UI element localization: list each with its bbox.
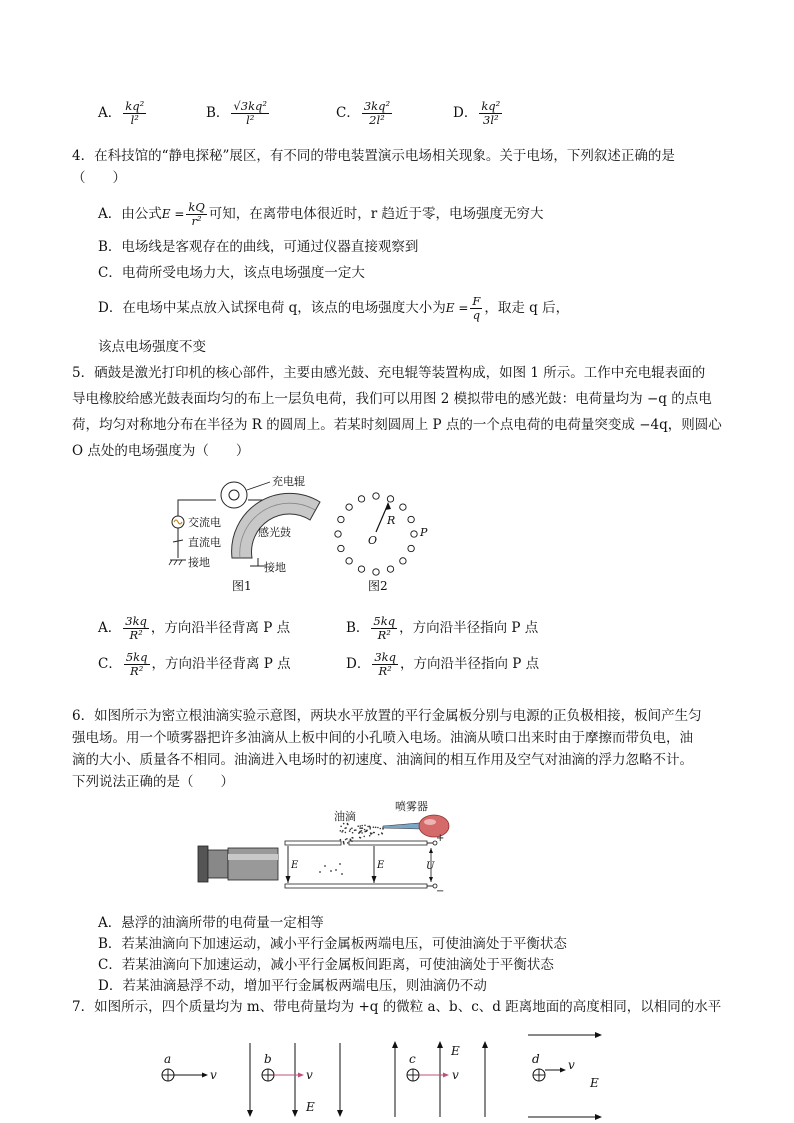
spray-droplet [377, 827, 379, 829]
particle-b-label: b [264, 1052, 272, 1066]
q5-stem-line2: 导电橡胶给感光鼓表面均匀的布上一层负电荷，我们可以用图 2 模拟带电的感光鼓：电荷量均为 −q 的点电 [72, 391, 712, 407]
radius-label: R [387, 514, 396, 527]
q5-option-b: B． $\frac{5kq}{\text{R²}}$ ，方向沿半径指向 P 点 [346, 614, 539, 642]
spray-droplet [351, 837, 353, 839]
sprayer-label: 喷雾器 [395, 800, 428, 813]
spray-droplet [361, 830, 363, 832]
ground-label-1: 接地 [188, 556, 210, 569]
point-charge [338, 516, 344, 522]
spray-droplet [347, 842, 349, 844]
q6-stem-line4: 下列说法正确的是（ ） [72, 774, 234, 790]
spray-droplet [371, 833, 373, 835]
q4-stem-line2: （ ） [72, 170, 126, 186]
q4-option-b: B．电场线是客观存在的曲线，可通过仪器直接观察到 [98, 239, 419, 255]
q3-option-d: D． $\frac{\text{kq²}}{\text{3l²}}$ [453, 99, 501, 127]
spray-droplet [349, 830, 351, 832]
spray-droplet [378, 834, 380, 836]
microscope-tube-1 [208, 850, 228, 878]
velocity-label-b: v [306, 1068, 313, 1082]
spray-droplet [340, 826, 342, 828]
field-arrowhead-left [286, 876, 291, 883]
top-plate-left [285, 841, 341, 845]
point-charge [408, 545, 414, 551]
q5-stem-line3: 荷，均匀对称地分布在半径为 R 的圆周上。若某时刻圆周上 P 点的一个点电荷的电荷量突变成 −4q，则圆心 [72, 417, 722, 433]
spray-droplet [343, 823, 345, 825]
top-plate-right [349, 841, 427, 845]
spray-droplet [363, 836, 365, 838]
point-charge [400, 504, 406, 510]
oil-drops [319, 863, 343, 875]
particle-a [162, 1069, 174, 1081]
spray-droplet [373, 832, 375, 834]
spray-droplet [352, 832, 354, 834]
spray-droplet [369, 827, 371, 829]
q4-option-d-line2: 该点电场强度不变 [98, 339, 206, 355]
velocity-label-a: v [210, 1068, 217, 1082]
velocity-arrowhead-d [560, 1068, 566, 1073]
particle-d-label: d [532, 1052, 540, 1066]
q6-option-d: D．若某油滴悬浮不动，增加平行金属板两端电压，则油滴仍不动 [98, 978, 487, 994]
spray-droplet [350, 829, 352, 831]
q6-stem-line2: 强电场。用一个喷雾器把许多油滴从上板中间的小孔喷入电场。油滴从喷口出来时由于摩擦而带负电，油 [72, 730, 693, 746]
point-charge [373, 569, 379, 575]
spray-droplet [343, 843, 345, 845]
q5-figure1 [160, 470, 340, 595]
field-arrowhead-right [372, 876, 377, 883]
spray-droplet [345, 832, 347, 834]
q4-option-a: A．由公式E = $\frac{kQ}{\text{r²}}$ 可知，在离带电体很近时，r 趋近于零，电场强度无穷大 [98, 200, 544, 228]
q7-stem-line1: 7．如图所示，四个质量均为 m、带电荷量均为 +q 的微粒 a、b、c、d 距离地面的高度相同，以相同的水平 [72, 999, 722, 1015]
field-label-d: E [590, 1076, 599, 1090]
voltage-arrowhead-bottom [429, 877, 433, 882]
bottom-plate [285, 884, 427, 888]
spray-droplet [361, 825, 363, 827]
point-charge [411, 531, 417, 537]
q3-option-c: C． $\frac{\text{3kq²}}{\text{2l²}}$ [336, 99, 391, 127]
q3-option-b: B． $\frac{\text{√3kq²}}{\text{l²}}$ [206, 99, 268, 127]
sprayer-nozzle [383, 823, 420, 829]
point-charge [408, 516, 414, 522]
field-arrowhead-d-top [595, 1032, 602, 1038]
field-arrowheads-b [247, 1110, 343, 1117]
ac-label: 交流电 [188, 516, 221, 529]
q3-option-a: A． $\frac{\text{kq²}}{\text{l²}}$ [98, 99, 145, 127]
q5-stem-line4: O 点处的电场强度为（ ） [72, 443, 250, 459]
velocity-arrowhead-a [202, 1073, 208, 1078]
velocity-label-d: v [568, 1058, 575, 1072]
spray-droplet [351, 840, 353, 842]
sprayer-bulb [419, 815, 449, 837]
point-charge [338, 545, 344, 551]
figure1-caption: 图1 [232, 579, 252, 593]
spray-droplet [345, 827, 347, 829]
sprayer-bulb-highlight [424, 819, 436, 825]
point-p-label: P [420, 526, 428, 539]
spray-droplet [345, 839, 347, 841]
field-label-right: E [377, 860, 385, 871]
point-charge [373, 493, 379, 499]
spray-droplet [369, 835, 371, 837]
field-arrowheads-c [392, 1041, 488, 1048]
ground-hatch-2 [174, 560, 177, 565]
q6-stem-line1: 6．如图所示为密立根油滴实验示意图，两块水平放置的平行金属板分别与电源的正负极相接，板间产生匀 [72, 708, 702, 724]
point-charge [346, 504, 352, 510]
spray-droplet [360, 825, 362, 827]
particle-c-label: c [409, 1052, 416, 1066]
q3-options [98, 100, 698, 136]
radius-arrowhead [385, 502, 391, 510]
spray-droplet [351, 827, 353, 829]
voltage-arrowhead-top [429, 848, 433, 853]
spray-droplet [369, 828, 371, 830]
spray-droplet [366, 830, 368, 832]
point-charge [358, 496, 364, 502]
oil-drop-label: 油滴 [334, 810, 356, 823]
point-charge [387, 566, 393, 572]
velocity-arrowhead-b [298, 1073, 304, 1078]
spray-droplet [357, 825, 359, 827]
figure2-caption: 图2 [368, 579, 388, 593]
q6-stem-line3: 滴的大小、质量各不相同。油滴进入电场时的初速度、油滴间的相互作用及空气对油滴的浮力忽略不计。 [72, 752, 693, 768]
spray-droplet [340, 830, 342, 832]
q5-option-d: D． $\frac{3kq}{\text{R²}}$ ，方向沿半径指向 P 点 [346, 650, 540, 678]
point-charge [335, 531, 341, 537]
spray-droplet [375, 827, 377, 829]
q7-figure [150, 1025, 620, 1123]
field-arrowhead-d-bottom [595, 1114, 602, 1120]
q4-stem-line1: 4．在科技馆的“静电探秘”展区，有不同的带电装置演示电场相关现象。关于电场，下列叙述正确的是 [72, 148, 675, 164]
spray-droplet [350, 839, 352, 841]
velocity-label-c: v [452, 1068, 459, 1082]
microscope-tube-2 [228, 848, 278, 880]
ground-hatch-1 [169, 560, 172, 565]
roller-leader-line [247, 482, 270, 490]
ground-label-2: 接地 [264, 561, 286, 574]
spray-droplet [380, 828, 382, 830]
spray-droplet [373, 826, 375, 828]
spray-droplet [364, 829, 366, 831]
spray-droplet [340, 839, 342, 841]
q6-option-c: C．若某油滴向下加速运动，减小平行金属板间距离，可使油滴处于平衡状态 [98, 957, 554, 973]
q4-option-d: D．在电场中某点放入试探电荷 q，该点的电场强度大小为E = $\frac{F}{q}$ ，取走 q 后， [98, 294, 570, 322]
dc-label: 直流电 [188, 536, 221, 549]
point-charge [387, 496, 393, 502]
spray-droplet [361, 832, 363, 834]
particle-b [262, 1069, 274, 1081]
q5-figure2 [330, 488, 430, 596]
center-label: O [368, 534, 378, 547]
q6-millikan-figure [190, 796, 480, 906]
minus-label: − [436, 886, 445, 897]
microscope-eyepiece [198, 846, 208, 882]
field-label-left: E [291, 860, 299, 871]
drum-label: 感光鼓 [258, 526, 291, 539]
charging-roller-core [229, 490, 239, 500]
particle-c [407, 1069, 419, 1081]
q5-option-a: A． $\frac{3kq}{\text{R²}}$ ，方向沿半径背离 P 点 [98, 614, 291, 642]
q6-option-a: A．悬浮的油滴所带的电荷量一定相等 [98, 915, 324, 931]
point-charge [400, 558, 406, 564]
field-label-c: E [451, 1044, 460, 1058]
ground-hatch-3 [179, 560, 182, 565]
spray-droplet [354, 830, 356, 832]
spray-droplet [360, 837, 362, 839]
q4-option-c: C．电荷所受电场力大，该点电场强度一定大 [98, 265, 365, 281]
spray-droplet [381, 832, 383, 834]
particle-d [533, 1069, 545, 1081]
field-label-b: E [306, 1100, 315, 1114]
q6-option-b: B．若某油滴向下加速运动，减小平行金属板两端电压，可使油滴处于平衡状态 [98, 936, 567, 952]
point-charge [346, 558, 352, 564]
spray-droplet [364, 825, 366, 827]
particle-a-label: a [164, 1052, 172, 1066]
point-charge [358, 566, 364, 572]
spray-droplet [367, 826, 369, 828]
spray-droplet [360, 827, 362, 829]
roller-label: 充电辊 [272, 475, 305, 488]
plus-label: + [436, 833, 445, 844]
voltage-label: U [426, 861, 435, 872]
velocity-arrowhead-c [443, 1073, 449, 1078]
spray-droplet [382, 828, 384, 830]
microscope-tube-highlight [228, 854, 278, 860]
q5-option-c: C． $\frac{5kq}{\text{R²}}$ ，方向沿半径背离 P 点 [98, 650, 291, 678]
circuit-wire [178, 500, 216, 558]
spray-droplet [342, 830, 344, 832]
q5-stem-line1: 5．硒鼓是激光打印机的核心部件，主要由感光鼓、充电辊等装置构成，如图 1 所示。工作中充电辊表面的 [72, 365, 706, 381]
